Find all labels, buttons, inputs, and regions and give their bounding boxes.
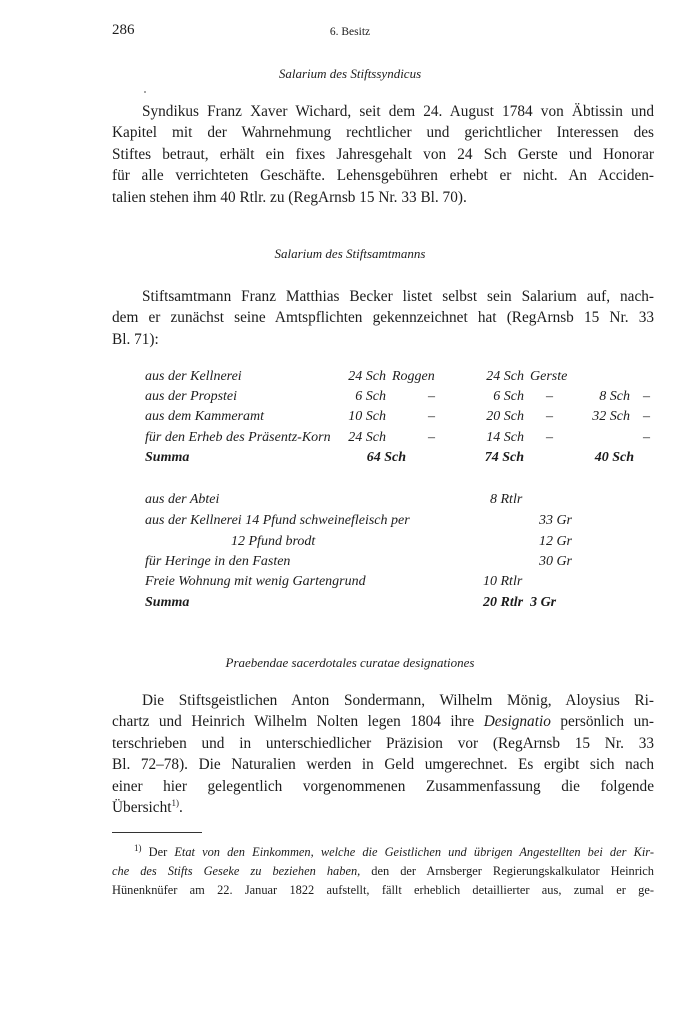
section-heading-praebendae: Praebendae sacerdotales curatae designationes (225, 655, 475, 670)
section-heading-amtmann: Salarium des Stiftsamtmanns (274, 246, 426, 261)
table-cell: – (546, 430, 553, 445)
table-cell: 14 Sch (486, 430, 524, 445)
footnote-italic: che des Stifts Geseke zu beziehen haben, (112, 864, 361, 878)
table-cell: 6 Sch (355, 389, 386, 404)
table-cell: 24 Sch (348, 369, 386, 384)
table-cell: Gerste (530, 369, 568, 384)
table-cell: Roggen (392, 369, 435, 384)
paragraph-line: Die Stiftsgeistlichen Anton Sondermann, Wilhelm Mönig, Aloysius Ri- (142, 692, 654, 709)
paragraph-line: einer hier gelegentlich vorgenommenen Zusammenfassung die folgende (112, 777, 654, 795)
table-total-cell: 64 Sch (366, 450, 406, 465)
designatio-italic: Designatio (483, 713, 551, 731)
table-cell: 24 Sch (348, 430, 386, 445)
table-row-label: für Heringe in den Fasten (145, 554, 291, 569)
footnote-rule (112, 832, 202, 833)
page-number: 286 (112, 22, 135, 38)
paragraph-line: für alle verrichteten Geschäfte. Lehensgebühren erhebt er nicht. An Acciden- (112, 167, 654, 185)
footnote-text: Der (148, 845, 168, 859)
table-row-label: Freie Wohnung mit wenig Gartengrund (145, 574, 366, 589)
table-cell: 30 Gr (538, 554, 572, 569)
table-cell: 20 Sch (486, 409, 524, 424)
paragraph-line: Stiftes betraut, erhält ein fixes Jahresgehalt von 24 Sch Gerste und Honorar (112, 145, 654, 163)
table-total-cell: 74 Sch (484, 450, 524, 465)
paragraph-praebendae (112, 690, 654, 818)
table-cell: 12 Gr (538, 534, 572, 549)
paragraph-amtmann (112, 286, 654, 350)
table-row-label: aus der Abtei (145, 492, 220, 507)
footnote-line (112, 862, 654, 881)
paragraph-text: . (178, 798, 183, 816)
table-total-cell: 20 Rtlr 3 Gr (483, 595, 557, 610)
table-cell: 24 Sch (486, 369, 524, 384)
table-total-label: Summa (145, 450, 190, 465)
table-row-label: aus der Propstei (145, 389, 238, 404)
paragraph-line (112, 711, 654, 732)
paragraph-line: talien stehen ihm 40 Rtlr. zu (RegArnsb 15 Nr. 33 Bl. 70). (112, 188, 467, 206)
paragraph-text: Übersicht (112, 798, 172, 816)
table-row-label: für den Erheb des Präsentz-Korn (145, 430, 331, 445)
footnote-line (112, 843, 654, 862)
table-cell: 6 Sch (493, 389, 524, 404)
table-cell: – (546, 409, 553, 424)
print-speck (144, 91, 146, 93)
paragraph-line: Stiftsamtmann Franz Matthias Becker listet selbst sein Salarium auf, nach- (142, 288, 654, 305)
paragraph-line (112, 797, 654, 818)
table-total-label: Summa (145, 595, 190, 610)
table-row-label: 12 Pfund brodt (231, 534, 316, 549)
table-cell: 32 Sch (592, 409, 630, 424)
table-row-label: aus dem Kammeramt (145, 409, 264, 424)
section-heading-syndicus: Salarium des Stiftssyndicus (278, 66, 422, 81)
paragraph-line: Bl. 71): (112, 330, 159, 348)
paragraph-line: terschrieben und in unterschiedlicher Präzision vor (RegArnsb 15 Nr. 33 (112, 734, 654, 752)
table-cell: 10 Rtlr (483, 574, 523, 589)
footnote-reference[interactable]: 1) (171, 797, 179, 808)
table-row-label: aus der Kellnerei (145, 369, 242, 384)
table-cell: – (428, 389, 435, 404)
footnote-marker: 1) (134, 842, 142, 853)
paragraph-line: dem er zunächst seine Amtspflichten gekennzeichnet hat (RegArnsb 15 Nr. 33 (112, 309, 654, 327)
footnote-line: Hünenknüfer am 22. Januar 1822 aufstellt, fällt erheblich detaillierter aus, zumal er ge- (112, 883, 654, 897)
paragraph-text: persönlich un- (560, 713, 654, 731)
table-cell: 8 Rtlr (490, 492, 523, 507)
footnote-italic: Etat von den Einkommen, welche die Geistlichen und übrigen Angestellten bei der Kir- (174, 845, 654, 859)
table-cell: – (428, 430, 435, 445)
table-cell: – (428, 409, 435, 424)
paragraph-line: Syndikus Franz Xaver Wichard, seit dem 24. August 1784 von Äbtissin und (142, 103, 654, 120)
table-cell: 8 Sch (599, 389, 630, 404)
table-cell: – (643, 409, 650, 424)
paragraph-line: Bl. 72–78). Die Naturalien werden in Geld umgerechnet. Es ergibt sich nach (112, 756, 654, 774)
running-head: 6. Besitz (329, 26, 371, 38)
footnote (112, 843, 654, 900)
table-total-cell: 40 Sch (594, 450, 634, 465)
table-cell: – (546, 389, 553, 404)
table-cell: 33 Gr (538, 513, 572, 528)
table-cell: – (643, 430, 650, 445)
table-row-label: aus der Kellnerei 14 Pfund schweinefleisch per (145, 513, 410, 528)
paragraph-line: Kapitel mit der Wahrnehmung rechtlicher und gerichtlicher Interessen des (112, 124, 654, 142)
paragraph-text: chartz und Heinrich Wilhelm Nolten legen 1804 ihre (112, 713, 475, 731)
table-cell: – (643, 389, 650, 404)
table-cell: 10 Sch (348, 409, 386, 424)
footnote-text: den der Arnsberger Regierungskalkulator Heinrich (371, 864, 654, 878)
paragraph-syndicus (112, 101, 654, 208)
